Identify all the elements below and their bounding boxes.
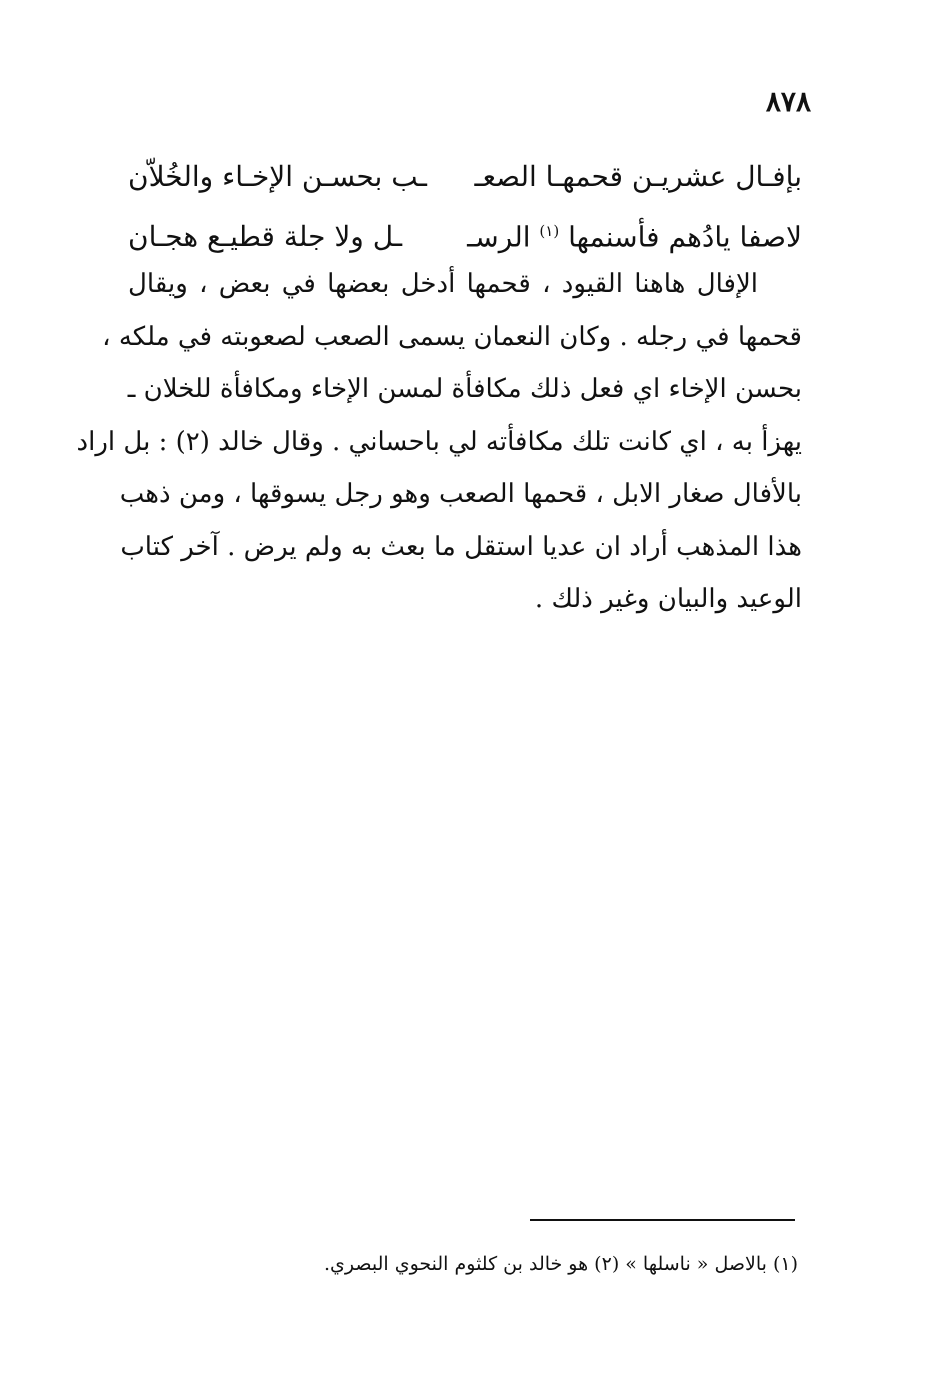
verse-1-second-hemistich: ـب بحسـن الإخـاء والخُلاّن	[128, 160, 427, 193]
prose-line-6: هذا المذهب أراد ان عديا استقل ما بعث به ولم يرض . آخر كتاب	[120, 531, 802, 562]
verse-2-first-text: لاصفا يادُهم فأسنمها	[568, 220, 802, 254]
verse-2-first-text-after: الرسـ	[467, 220, 531, 254]
commentary-paragraph	[76, 258, 802, 626]
footnote-divider	[530, 1219, 795, 1221]
page-number: ٨٧٨	[765, 85, 811, 118]
verse-2-second-hemistich: ـل ولا جلة قطيـع هجـان	[128, 220, 403, 254]
prose-line-5: بالأفال صغار الابل ، قحمها الصعب وهو رجل يسوقها ، ومن ذهب	[119, 479, 802, 509]
footnotes: (١) بالاصل « ناسلها » (٢) هو خالد بن كلثوم النحوي البصري.	[323, 1253, 798, 1275]
footnote-ref-1: (١)	[539, 222, 560, 240]
prose-line-3: بحسن الإخاء اي فعل ذلك مكافأة لمسن الإخاء ومكافأة للخلان ـ	[127, 374, 802, 404]
prose-line-7: الوعيد والبيان وغير ذلك .	[534, 584, 802, 614]
verse-1-first-hemistich: بإفـال عشريـن قحمهـا الصعـ	[474, 160, 802, 193]
prose-line-1: الإفال هاهنا القيود ، قحمها أدخل بعضها في بعض ، ويقال	[128, 269, 758, 299]
prose-line-4: يهزأ به ، اي كانت تلك مكافأته لي باحساني . وقال خالد (٢) : بل اراد	[76, 426, 802, 457]
poetry-verses	[128, 150, 802, 258]
verse-2-first-hemistich	[467, 204, 802, 264]
verse-line-1	[128, 150, 802, 204]
verse-line-2	[128, 204, 802, 258]
prose-line-2: قحمها في رجله . وكان النعمان يسمى الصعب لصعوبته في ملكه ،	[102, 321, 802, 352]
